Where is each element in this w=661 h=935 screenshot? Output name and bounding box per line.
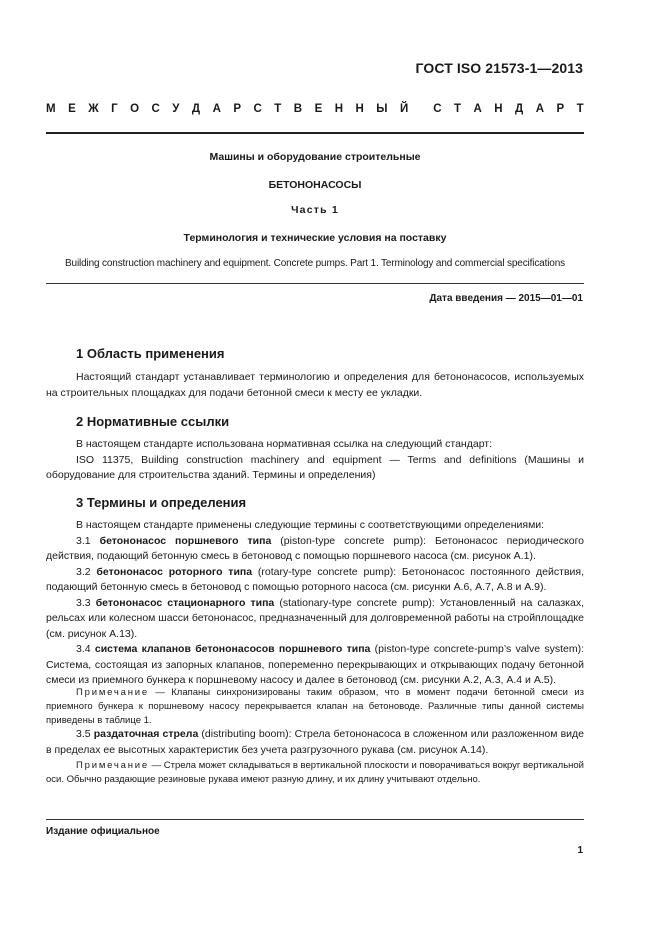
banner-letter: Т bbox=[453, 103, 462, 115]
banner-letter: В bbox=[293, 103, 303, 115]
note-2-text bbox=[46, 759, 584, 787]
banner-letter: Н bbox=[355, 103, 364, 115]
term-3-5-block bbox=[46, 727, 584, 758]
banner-letter: С bbox=[433, 103, 442, 115]
banner-letter: Г bbox=[111, 103, 118, 115]
banner-letter: Т bbox=[274, 103, 282, 115]
term-number: 3.2 bbox=[76, 565, 97, 578]
term-name: раздаточная стрела bbox=[93, 728, 199, 740]
banner-letter: С bbox=[253, 103, 262, 115]
title-concrete-pumps: БЕТОНОНАСОСЫ bbox=[268, 179, 362, 191]
banner-letter: Р bbox=[233, 103, 242, 115]
term-name: система клапанов бетононасосов поршневого типа bbox=[94, 643, 371, 655]
footer-rule bbox=[46, 819, 584, 820]
term-name: бетононасос поршневого типа bbox=[99, 534, 272, 547]
term-number: 3.5 bbox=[76, 728, 94, 740]
section-2-paragraph-2: ISO 11375, Building construction machinery and equipment — Terms and definitions (Машины и оборудование для строительства зданий. Термины и определения) bbox=[46, 453, 584, 481]
banner-letter: Ы bbox=[376, 103, 388, 115]
banner-letter: У bbox=[172, 103, 180, 115]
term-number: 3.4 bbox=[76, 643, 95, 655]
section-1-heading: 1 Область применения bbox=[76, 346, 225, 361]
header-rule bbox=[46, 132, 584, 134]
term-definition: (piston-type concrete pump): Бетононасос периодического действия, подающий бетонную смесь в бетоновод с помощью поршневого насоса (см. рисунок А.1). bbox=[46, 534, 585, 562]
title-line-machines: Машины и оборудование строительные bbox=[209, 151, 421, 163]
page-number: 1 bbox=[577, 845, 583, 856]
interstate-standard-banner bbox=[46, 103, 584, 115]
term-3-5 bbox=[46, 727, 584, 758]
banner-letter: Д bbox=[515, 103, 524, 115]
section-3-intro: В настоящем стандарте применены следующие термины с соответствующими определениями: bbox=[76, 519, 545, 531]
section-2-heading: 2 Нормативные ссылки bbox=[76, 414, 230, 429]
term-name: бетононасос роторного типа bbox=[96, 565, 253, 578]
banner-letter: Й bbox=[400, 103, 409, 115]
term-definition: (piston-type concrete-pump’s valve system): Система, состоящая из запорных клапанов, попеременно перекрывающих и открывающих подачу бетонной смеси из приемного бункера к поршневому насосу и далее в бетоновод (см. рисунки А.2, А.3, А.4 и А.5). bbox=[46, 643, 584, 686]
banner-letter: Е bbox=[314, 103, 323, 115]
section-3-terms bbox=[46, 518, 584, 689]
term-3-2 bbox=[46, 565, 584, 596]
note-1-text bbox=[46, 686, 584, 728]
title-subtitle: Терминология и технические условия на поставку bbox=[183, 232, 447, 244]
banner-letter: Т bbox=[576, 103, 584, 115]
banner-letter: С bbox=[151, 103, 160, 115]
term-3-1 bbox=[46, 534, 584, 565]
title-part: Часть 1 bbox=[291, 204, 339, 216]
section-2-text bbox=[46, 437, 584, 484]
term-3-4 bbox=[46, 642, 584, 689]
banner-letter: Н bbox=[334, 103, 344, 115]
banner-letter: А bbox=[212, 103, 221, 115]
note-body: — Клапаны синхронизированы таким образом, что в момент подачи бетонной смеси из приемного бункера к поршневому насосу перекрывается клапан на бетоноводе. Различные типы данной системы приведены в таблице 1. bbox=[46, 687, 584, 726]
official-edition-label: Издание официальное bbox=[46, 826, 160, 837]
standard-code: ГОСТ ISO 21573-1—2013 bbox=[415, 60, 583, 76]
banner-letter: О bbox=[130, 103, 140, 115]
note-2 bbox=[46, 759, 584, 787]
note-label: Примечание bbox=[76, 760, 149, 771]
term-definition: (rotary-type concrete pump): Бетононасос постоянного действия, подающий бетонную смесь в бетоновод с помощью роторного насоса (см. рисунки А.6, А.7, А.8 и А.9). bbox=[46, 565, 584, 593]
banner-letter: А bbox=[473, 103, 482, 115]
banner-letter: Н bbox=[494, 103, 503, 115]
section-3-heading: 3 Термины и определения bbox=[76, 495, 247, 510]
banner-letter: Ж bbox=[88, 103, 99, 115]
term-number: 3.3 bbox=[76, 596, 96, 609]
banner-letter: М bbox=[46, 103, 56, 115]
title-rule bbox=[46, 283, 584, 284]
term-definition: (distributing boom): Стрела бетононасоса в сложенном или разложенном виде в пределах ее высотных характеристик без учета разгрузочного рукава (см. рисунок А.14). bbox=[46, 728, 584, 756]
term-definition: (stationary-type concrete pump): Установленный на салазках, рельсах или колесном шасси бетононасос, предназначенный для долговременной работы на стройплощадке (см. рисунок А.13). bbox=[46, 596, 584, 640]
note-label: Примечание bbox=[76, 687, 149, 698]
banner-letter: А bbox=[535, 103, 545, 115]
term-3-3 bbox=[46, 596, 584, 643]
section-2-paragraph-1: В настоящем стандарте использована нормативная ссылка на следующий стандарт: bbox=[76, 438, 493, 450]
section-1-paragraph: Настоящий стандарт устанавливает терминологию и определения для бетононасосов, используемых на строительных площадках для подачи бетонной смеси к месту ее укладки. bbox=[46, 371, 584, 399]
title-english: Building construction machinery and equipment. Concrete pumps. Part 1. Terminology and commercial specifications bbox=[65, 258, 565, 269]
note-body: — Стрела может складываться в вертикальной плоскости и поворачиваться вокруг вертикальной оси. Обычно раздающие резиновые рукава имеют разную длину, и их длину учитывают отдельно. bbox=[46, 760, 584, 785]
term-name: бетононасос стационарного типа bbox=[95, 596, 275, 609]
note-1 bbox=[46, 686, 584, 728]
banner-letter: Р bbox=[556, 103, 565, 115]
section-1-text bbox=[46, 370, 584, 401]
banner-letter: Д bbox=[191, 103, 201, 115]
term-number: 3.1 bbox=[76, 534, 100, 547]
banner-letter: Е bbox=[68, 103, 76, 115]
introduction-date: Дата введения — 2015—01—01 bbox=[429, 293, 583, 304]
